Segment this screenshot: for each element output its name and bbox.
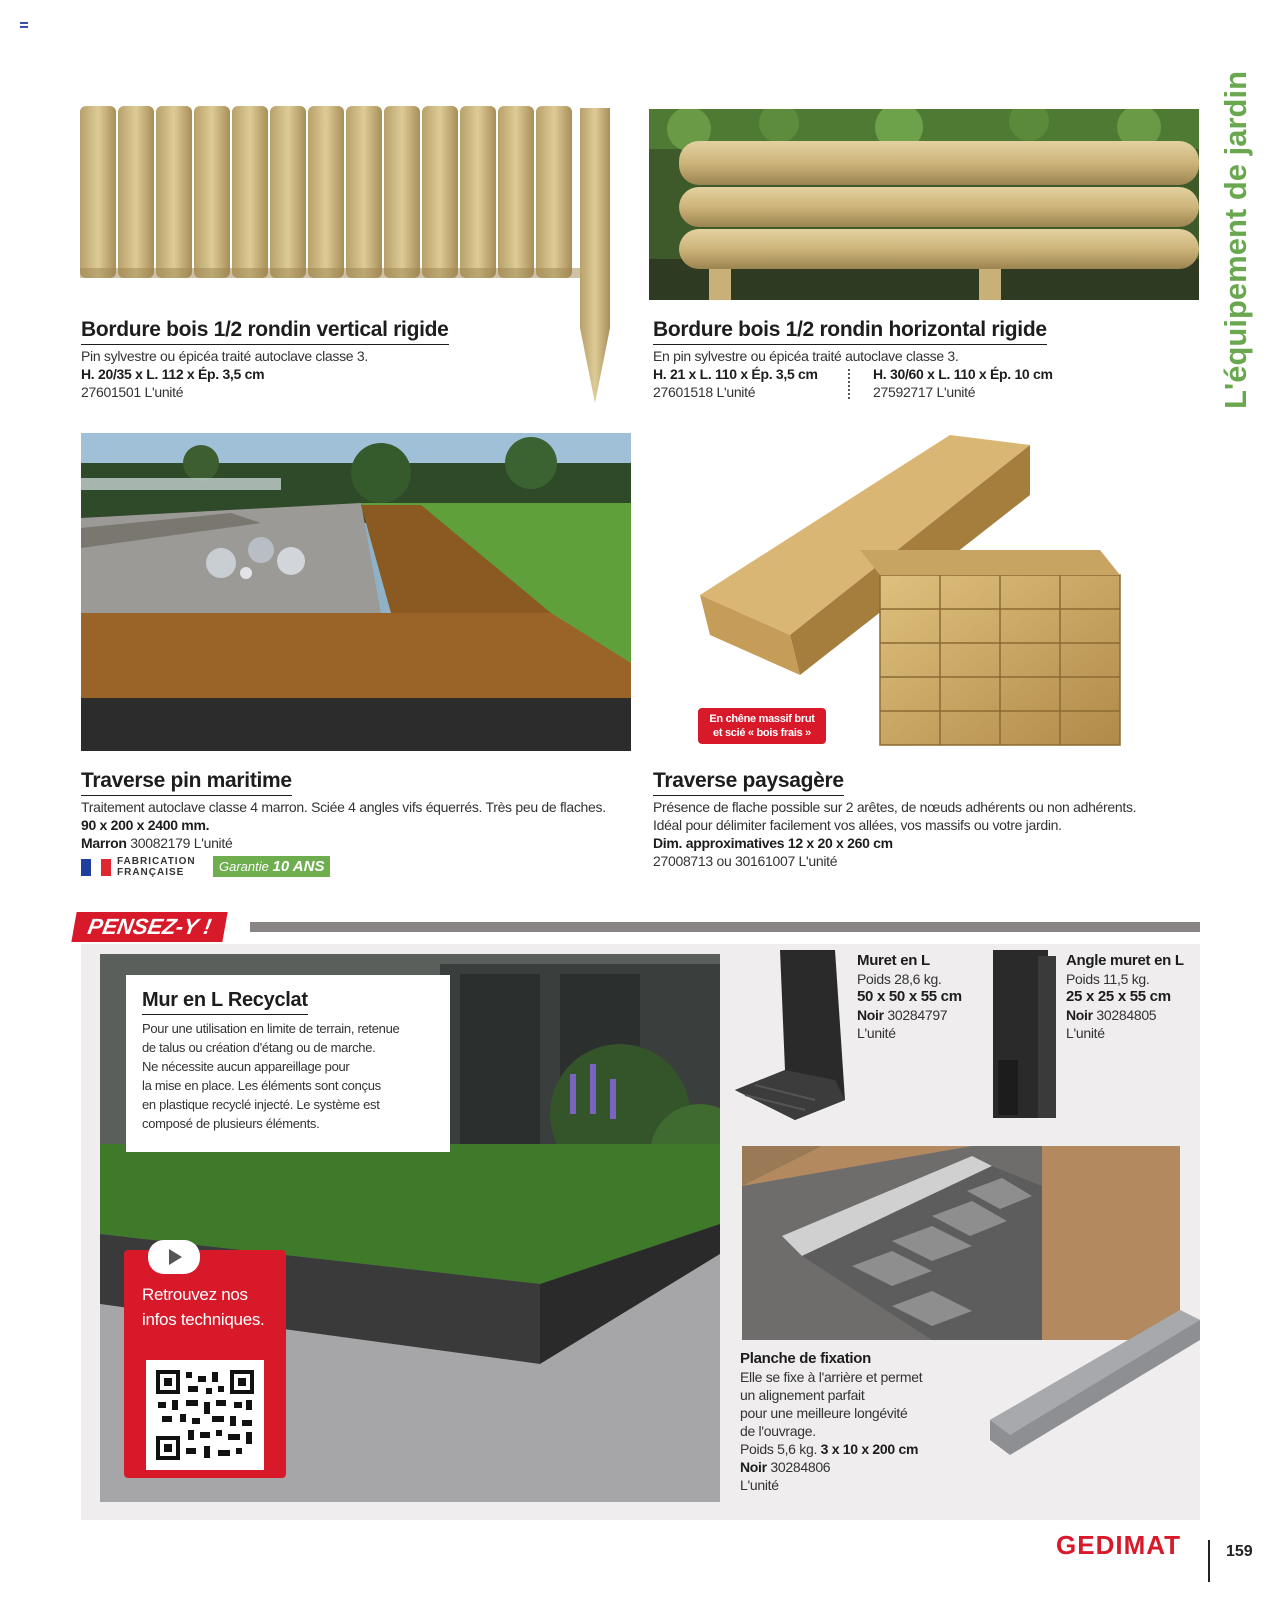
product-bordure-horizontal bbox=[653, 318, 1213, 401]
pensez-divider bbox=[250, 922, 1200, 932]
page-number: 159 bbox=[1226, 1543, 1253, 1560]
bordure-horizontal-image bbox=[649, 109, 1199, 300]
qr-code-icon[interactable] bbox=[146, 1360, 264, 1470]
angle-muret-image bbox=[988, 950, 1058, 1120]
video-play-icon[interactable] bbox=[148, 1240, 200, 1274]
angle-dimensions: 25 x 25 x 55 cm bbox=[1066, 988, 1171, 1005]
product-muret-en-l bbox=[857, 952, 962, 1042]
pensez-y-label: PENSEZ-Y ! bbox=[71, 912, 227, 942]
mur-line: en plastique recyclé injecté. Le système est bbox=[142, 1097, 380, 1112]
angle-unit: L'unité bbox=[1066, 1025, 1105, 1041]
mur-line: de talus ou création d'étang ou de marche. bbox=[142, 1040, 376, 1055]
planche-color: Noir bbox=[740, 1459, 767, 1475]
product-traverse-pin bbox=[81, 769, 606, 882]
product-title: Traverse pin maritime bbox=[81, 769, 292, 796]
french-flag-icon bbox=[81, 859, 111, 876]
qr-text: Retrouvez nos infos techniques. bbox=[142, 1285, 265, 1329]
planche-line: pour une meilleure longévité bbox=[740, 1405, 908, 1421]
product-dimensions: H. 20/35 x L. 112 x Ép. 3,5 cm bbox=[81, 366, 265, 382]
product-reference: 27008713 ou 30161007 L'unité bbox=[653, 853, 838, 869]
angle-reference: 30284805 bbox=[1096, 1007, 1157, 1023]
product-description: Traitement autoclave classe 4 marron. Sciée 4 angles vifs équerrés. Très peu de flaches. bbox=[81, 799, 606, 815]
muret-reference: 30284797 bbox=[887, 1007, 948, 1023]
menu-icon[interactable] bbox=[20, 22, 28, 28]
planche-line: un alignement parfait bbox=[740, 1387, 865, 1403]
oak-badge: En chêne massif brut et scié « bois frais » bbox=[698, 708, 826, 744]
product-description-2: Idéal pour délimiter facilement vos allées, vos massifs ou votre jardin. bbox=[653, 817, 1062, 833]
planche-line: Elle se fixe à l'arrière et permet bbox=[740, 1369, 923, 1385]
guarantee-badge: Garantie 10 ANS bbox=[213, 856, 330, 877]
brand-logo[interactable]: GEDIMAT bbox=[1056, 1530, 1181, 1560]
angle-color: Noir bbox=[1066, 1007, 1093, 1023]
variant-divider bbox=[848, 369, 850, 399]
muret-en-l-image bbox=[735, 950, 845, 1120]
product-planche bbox=[740, 1350, 922, 1494]
product-bordure-vertical bbox=[81, 318, 449, 401]
mur-line: composé de plusieurs éléments. bbox=[142, 1116, 320, 1131]
product-reference-a: 27601518 L'unité bbox=[653, 384, 756, 400]
planche-title: Planche de fixation bbox=[740, 1350, 871, 1367]
planche-reference: 30284806 bbox=[770, 1459, 831, 1475]
angle-title: Angle muret en L bbox=[1066, 952, 1184, 969]
product-dimensions: 90 x 200 x 2400 mm. bbox=[81, 817, 210, 833]
product-title: Bordure bois 1/2 rondin vertical rigide bbox=[81, 318, 449, 345]
section-side-title: L'équipement de jardin bbox=[1218, 70, 1253, 410]
product-description-1: Présence de flache possible sur 2 arêtes, de nœuds adhérents ou non adhérents. bbox=[653, 799, 1137, 815]
muret-title: Muret en L bbox=[857, 952, 930, 969]
product-reference-b: 27592717 L'unité bbox=[873, 384, 976, 400]
traverse-paysagere-image bbox=[700, 435, 1140, 750]
product-reference: 27601501 L'unité bbox=[81, 384, 184, 400]
qr-card[interactable] bbox=[124, 1250, 286, 1478]
mur-line: Pour une utilisation en limite de terrain, retenue bbox=[142, 1021, 400, 1036]
footer-divider bbox=[1208, 1540, 1210, 1582]
product-traverse-paysagere bbox=[653, 769, 1136, 870]
product-description: En pin sylvestre ou épicéa traité autoclave classe 3. bbox=[653, 348, 959, 364]
product-angle-muret bbox=[1066, 952, 1184, 1042]
product-title: Bordure bois 1/2 rondin horizontal rigide bbox=[653, 318, 1047, 345]
planche-line: de l'ouvrage. bbox=[740, 1423, 816, 1439]
muret-dimensions: 50 x 50 x 55 cm bbox=[857, 988, 962, 1005]
product-dimensions: Dim. approximatives 12 x 20 x 260 cm bbox=[653, 835, 893, 851]
planche-image bbox=[990, 1310, 1200, 1460]
fabrication-francaise: FABRICATION FRANÇAISE bbox=[117, 856, 196, 878]
mur-line: Ne nécessite aucun appareillage pour bbox=[142, 1059, 350, 1074]
product-dimensions-a: H. 21 x L. 110 x Ép. 3,5 cm bbox=[653, 366, 818, 382]
muret-weight: Poids 28,6 kg. bbox=[857, 971, 942, 987]
product-color: Marron bbox=[81, 835, 127, 851]
muret-unit: L'unité bbox=[857, 1025, 896, 1041]
pensez-y-header bbox=[74, 912, 1200, 942]
mur-title: Mur en L Recyclat bbox=[142, 989, 308, 1015]
muret-color: Noir bbox=[857, 1007, 884, 1023]
product-title: Traverse paysagère bbox=[653, 769, 844, 796]
planche-unit: L'unité bbox=[740, 1477, 779, 1493]
traverse-pin-image bbox=[81, 433, 631, 751]
mur-line: la mise en place. Les éléments sont conçus bbox=[142, 1078, 381, 1093]
mur-description-box bbox=[126, 975, 450, 1152]
planche-dimensions: 3 x 10 x 200 cm bbox=[820, 1441, 919, 1457]
product-dimensions-b: H. 30/60 x L. 110 x Ép. 10 cm bbox=[873, 366, 1053, 382]
product-description: Pin sylvestre ou épicéa traité autoclave classe 3. bbox=[81, 348, 368, 364]
product-reference: 30082179 L'unité bbox=[130, 835, 233, 851]
planche-weight: Poids 5,6 kg. bbox=[740, 1441, 818, 1457]
angle-weight: Poids 11,5 kg. bbox=[1066, 971, 1150, 987]
